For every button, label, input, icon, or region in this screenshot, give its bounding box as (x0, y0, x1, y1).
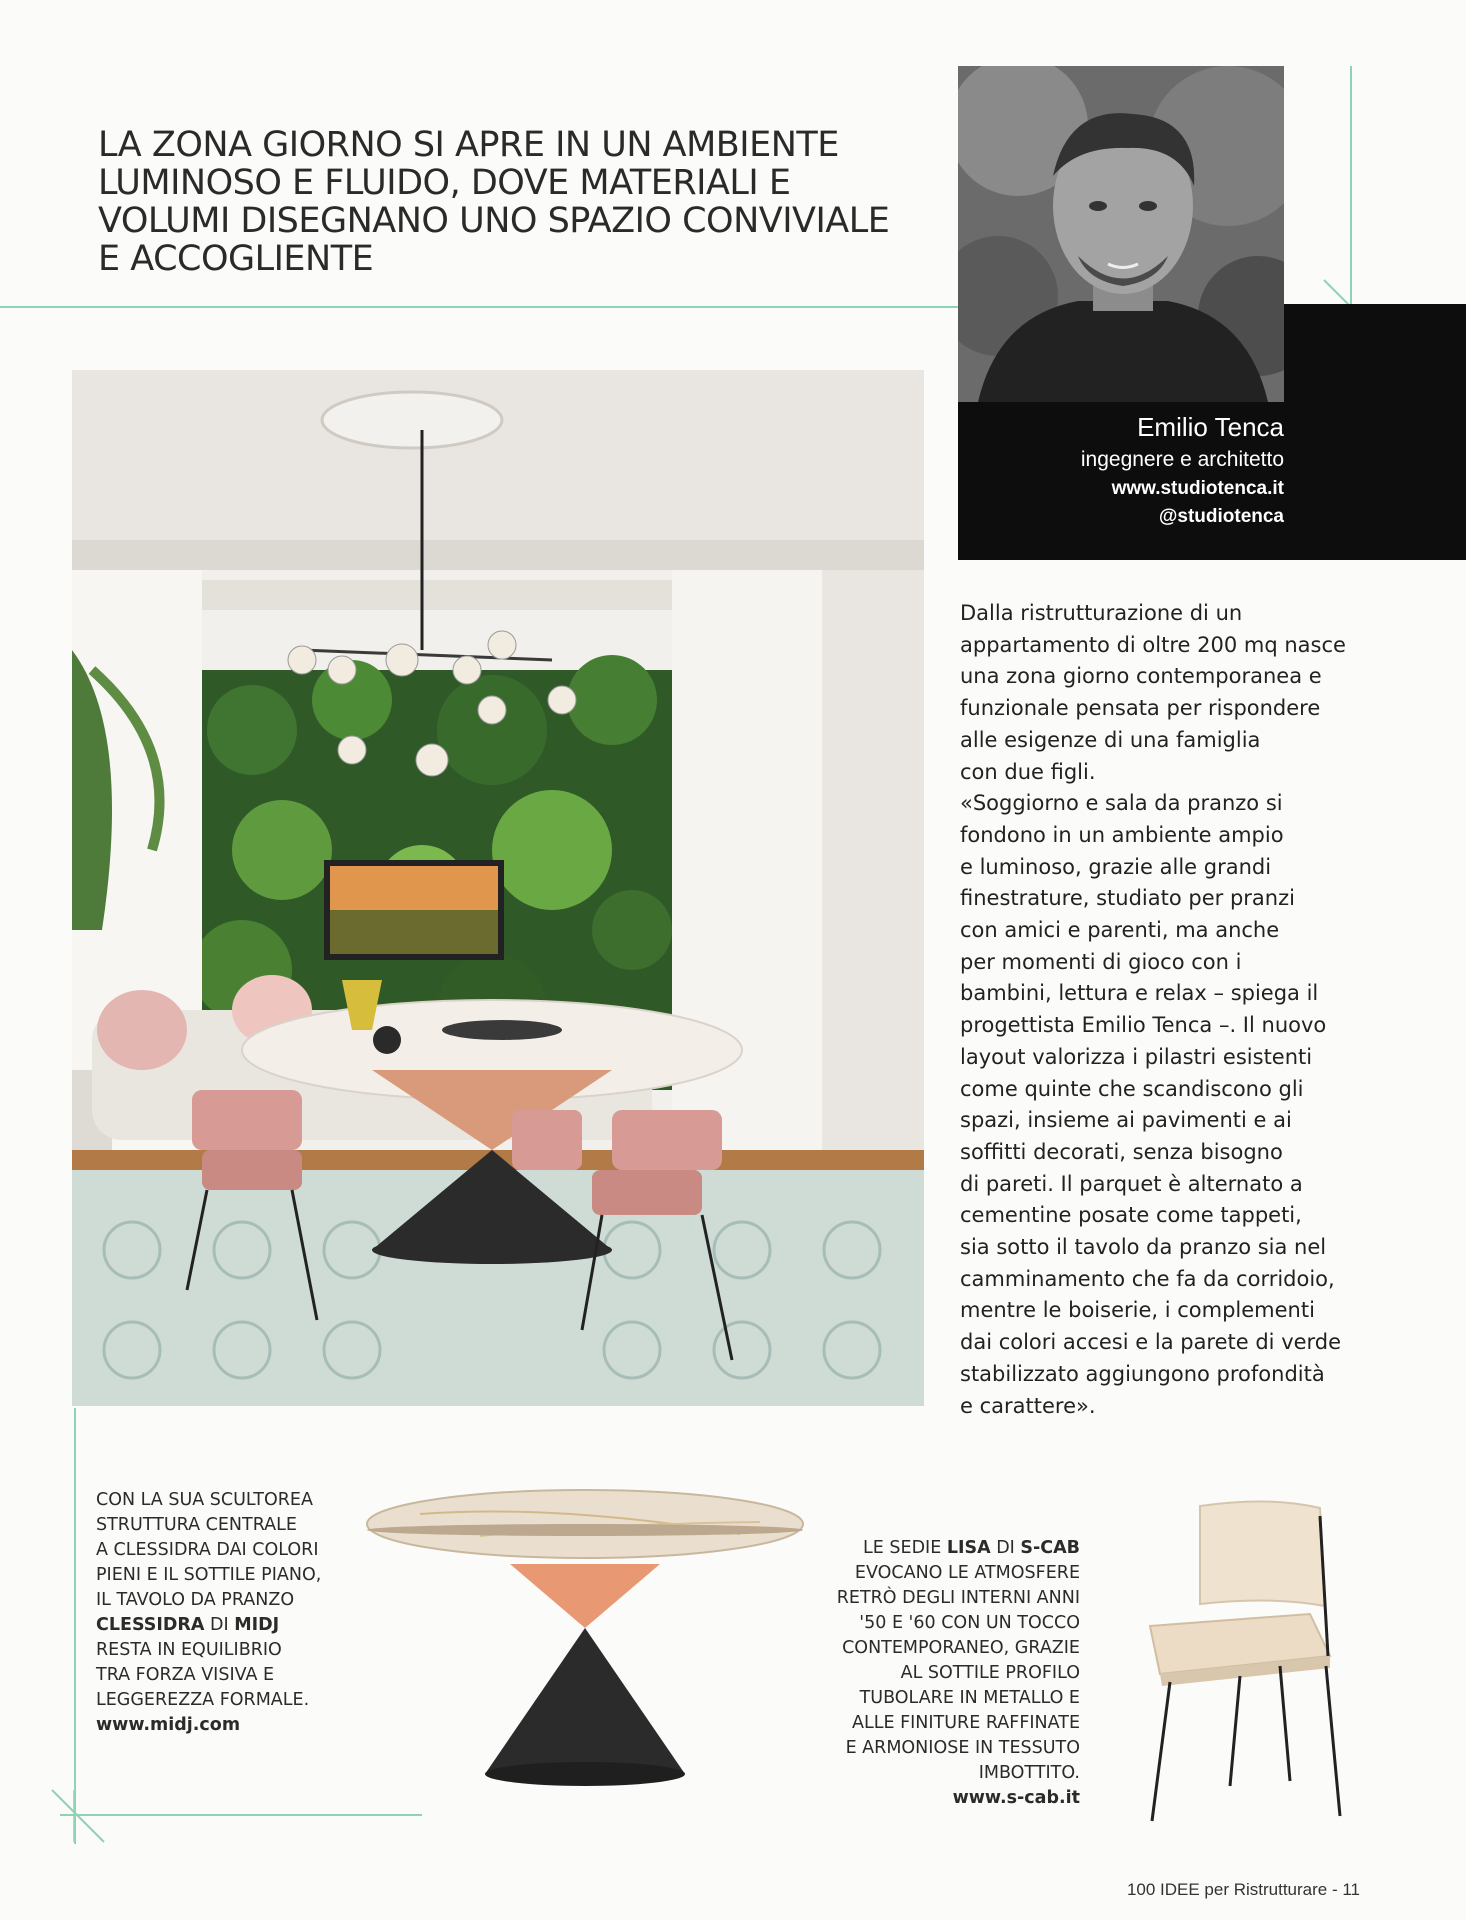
body-line: con due figli. (960, 759, 1096, 784)
body-line: funzionale pensata per rispondere (960, 696, 1321, 721)
body-line: mentre le boiserie, i complementi (960, 1298, 1315, 1323)
left-vertical-rule (74, 1408, 76, 1844)
product-connector: DI (990, 1538, 1021, 1558)
designer-website[interactable]: www.studiotenca.it (1111, 478, 1284, 499)
caption-line: E ARMONIOSE IN TESSUTO (845, 1738, 1080, 1758)
body-line: Dalla ristrutturazione di un (960, 601, 1243, 625)
body-line: «Soggiorno e sala da pranzo si (960, 791, 1283, 816)
headline-line: LUMINOSO E FLUIDO, DOVE MATERIALI E (98, 163, 791, 203)
caption-lead: LE SEDIE (863, 1538, 947, 1558)
body-line: fondono in un ambiente ampio (960, 822, 1284, 847)
crop-mark-bottom (48, 1786, 108, 1846)
body-line: dai colori accesi e la parete di verde (960, 1330, 1342, 1355)
brand-name: MIDJ (234, 1615, 280, 1635)
caption-product-line (96, 1613, 356, 1638)
clessidra-table-image (360, 1484, 810, 1804)
body-line: bambini, lettura e relax – spiega il (960, 981, 1319, 1006)
body-line: con amici e parenti, ma anche (960, 918, 1280, 943)
caption-line: RETRÒ DEGLI INTERNI ANNI (836, 1588, 1080, 1608)
body-line: spazi, insieme ai pavimenti e ai (960, 1108, 1292, 1133)
caption-line: STRUTTURA CENTRALE (96, 1515, 297, 1535)
body-line: una zona giorno contemporanea e (960, 664, 1322, 689)
chair-caption (760, 1536, 1080, 1811)
caption-line: TRA FORZA VISIVA E (96, 1665, 275, 1685)
designer-instagram[interactable]: @studiotenca (1158, 506, 1284, 527)
designer-portrait (958, 66, 1284, 402)
caption-line: IL TAVOLO DA PRANZO (96, 1590, 295, 1610)
caption-line: LEGGEREZZA FORMALE. (96, 1690, 310, 1710)
caption-line: A CLESSIDRA DAI COLORI (96, 1540, 319, 1560)
designer-role: ingegnere e architetto (1080, 448, 1284, 471)
headline-line: E ACCOGLIENTE (98, 239, 374, 279)
caption-line: ALLE FINITURE RAFFINATE (851, 1713, 1080, 1733)
product-connector: DI (204, 1615, 235, 1635)
caption-line: RESTA IN EQUILIBRIO (96, 1640, 282, 1660)
caption-line: CONTEMPORANEO, GRAZIE (842, 1638, 1080, 1658)
headline-line: VOLUMI DISEGNANO UNO SPAZIO CONVIVIALE (98, 201, 890, 241)
body-line: come quinte che scandiscono gli (960, 1076, 1304, 1101)
body-line: sia sotto il tavolo da pranzo sia nel (960, 1235, 1327, 1260)
table-cone-top (510, 1564, 660, 1628)
dining-room-photo (72, 370, 924, 1406)
body-line: soffitti decorati, senza bisogno (960, 1139, 1283, 1164)
table-caption (96, 1488, 356, 1738)
page-footer: 100 IDEE per Ristrutturare - 11 (1126, 1880, 1360, 1899)
caption-line: '50 E '60 CON UN TOCCO (859, 1613, 1080, 1633)
caption-line: TUBOLARE IN METALLO E (859, 1688, 1080, 1708)
body-line: per momenti di gioco con i (960, 949, 1242, 974)
brand-name: S-CAB (1020, 1538, 1080, 1558)
caption-line: CON LA SUA SCULTOREA (96, 1490, 313, 1510)
body-line: cementine posate come tappeti, (960, 1203, 1302, 1228)
caption-line: AL SOTTILE PROFILO (900, 1663, 1080, 1683)
product-name: CLESSIDRA (96, 1615, 205, 1635)
caption-line: EVOCANO LE ATMOSFERE (854, 1563, 1080, 1583)
lisa-chair-image (1130, 1496, 1350, 1826)
headline-rule (0, 306, 958, 308)
article-body (960, 598, 1380, 1422)
body-line: progettista Emilio Tenca –. Il nuovo (960, 1013, 1327, 1038)
caption-line: IMBOTTITO. (978, 1763, 1080, 1783)
brand-website[interactable]: www.midj.com (96, 1715, 241, 1735)
caption-product-line (760, 1536, 1080, 1561)
body-line: camminamento che fa da corridoio, (960, 1266, 1335, 1291)
bottom-rule (60, 1814, 422, 1816)
headline-line: LA ZONA GIORNO SI APRE IN UN AMBIENTE (98, 125, 839, 165)
body-line: appartamento di oltre 200 mq nasce (960, 632, 1346, 657)
body-line: layout valorizza i pilastri esistenti (960, 1044, 1313, 1069)
body-line: e carattere». (960, 1393, 1096, 1418)
headline (98, 126, 918, 278)
designer-caption (958, 402, 1284, 560)
body-line: alle esigenze di una famiglia (960, 727, 1261, 752)
table-cone-bottom (485, 1628, 685, 1774)
product-name: LISA (946, 1538, 991, 1558)
designer-name: Emilio Tenca (1137, 412, 1284, 442)
body-line: finestrature, studiato per pranzi (960, 886, 1295, 911)
body-line: stabilizzato aggiungono profondità (960, 1361, 1325, 1386)
body-line: e luminoso, grazie alle grandi (960, 854, 1272, 879)
caption-line: PIENI E IL SOTTILE PIANO, (96, 1565, 322, 1585)
body-line: di pareti. Il parquet è alternato a (960, 1171, 1303, 1196)
brand-website[interactable]: www.s-cab.it (952, 1788, 1080, 1808)
